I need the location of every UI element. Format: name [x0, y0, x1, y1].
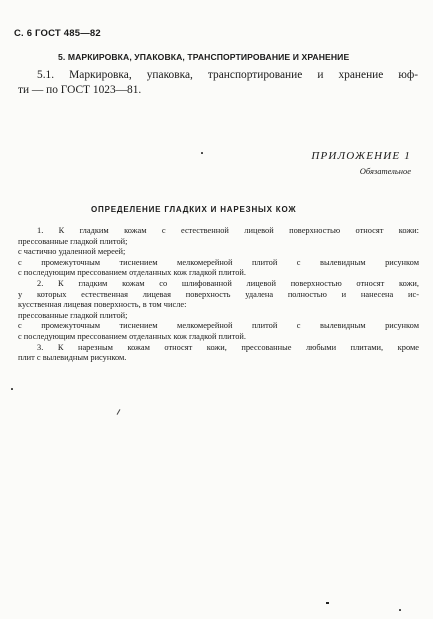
appendix-body [18, 226, 419, 364]
text-line: прессованные гладкой плитой; [18, 310, 128, 320]
scan-speck [326, 602, 329, 604]
text-line: с частично удаленной мереей; [18, 247, 126, 257]
text-line: с промежуточным тиснением мелкомерейной плитой с вылевидным рисунком [18, 321, 419, 331]
text-line: у которых естественная лицевая поверхность удалена полностью и нанесена ис- [18, 289, 419, 299]
appendix-title: ОПРЕДЕЛЕНИЕ ГЛАДКИХ И НАРЕЗНЫХ КОЖ [91, 205, 297, 214]
text-line: с последующим прессованием отделанных кож гладкой плитой. [18, 268, 246, 278]
text-line: 3. К нарезным кожам относят кожи, прессованные любыми плитами, кроме [37, 342, 419, 352]
paragraph-line: ти — по ГОСТ 1023—81. [18, 84, 142, 96]
running-header: С. 6 ГОСТ 485—82 [14, 28, 101, 39]
section-title: 5. МАРКИРОВКА, УПАКОВКА, ТРАНСПОРТИРОВАНИЕ И ХРАНЕНИЕ [58, 52, 350, 62]
paragraph-line: 5.1. Маркировка, упаковка, транспортирование и хранение юф- [37, 69, 418, 81]
text-line: 2. К гладким кожам со шлифованной лицевой поверхностью относят кожи, [37, 278, 419, 288]
text-line: с промежуточным тиснением мелкомерейной плитой с вылевидным рисунком [18, 257, 419, 267]
scan-speck [11, 388, 13, 390]
appendix-label: ПРИЛОЖЕНИЕ 1 [311, 150, 411, 162]
appendix-status: Обязательное [359, 166, 411, 176]
scan-speck [201, 152, 203, 154]
text-line: прессованные гладкой плитой; [18, 236, 128, 246]
text-line: 1. К гладким кожам с естественной лицевой поверхностью относят кожи: [37, 226, 419, 235]
text-line: с последующим прессованием отделанных кож гладкой плитой. [18, 331, 246, 341]
scan-mark [117, 409, 121, 415]
text-line: кусственная лицевая поверхность, в том числе: [18, 300, 187, 310]
text-line: плит с вылевидным рисунком. [18, 353, 127, 363]
section-paragraph [18, 68, 418, 98]
scan-speck [399, 609, 401, 611]
